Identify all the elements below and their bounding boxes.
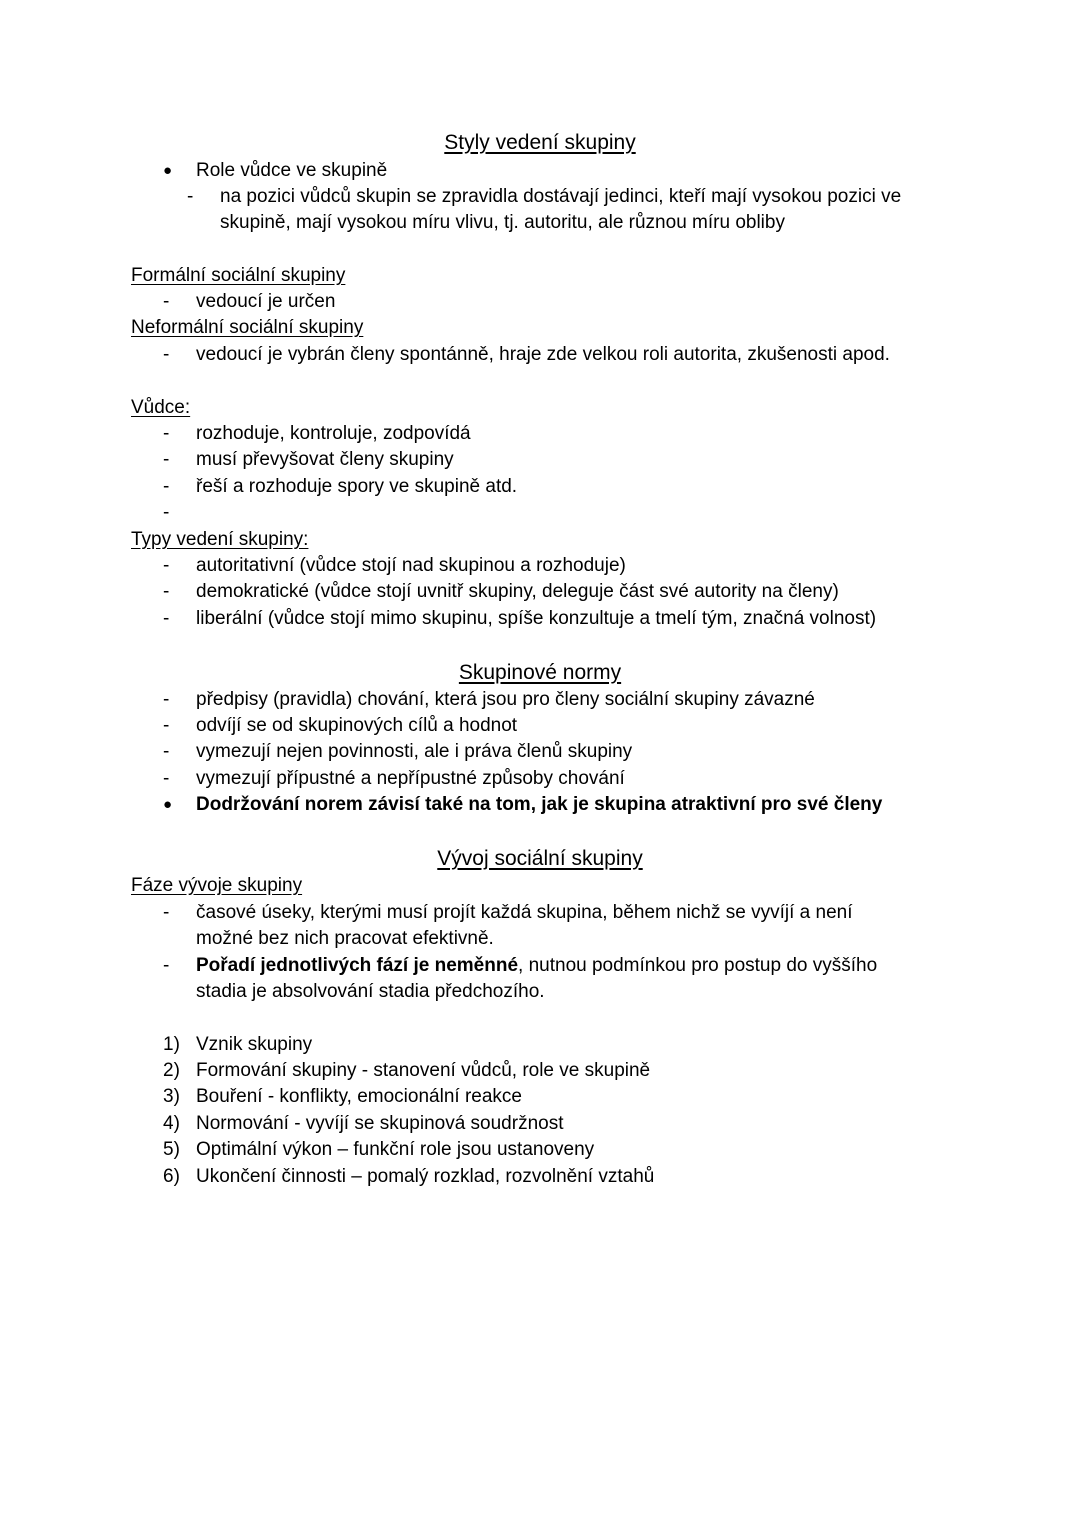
list-item-text: Role vůdce ve skupině — [196, 160, 388, 181]
dash-icon: - — [163, 768, 170, 789]
phase-text: Ukončení činnosti – pomalý rozklad, rozvolnění vztahů — [196, 1166, 655, 1187]
heading-leadership-types: Typy vedení skupiny: — [131, 529, 309, 550]
list-item-text: demokratické (vůdce stojí uvnitř skupiny, deleguje část své autority na členy) — [196, 581, 839, 602]
dash-icon: - — [163, 423, 170, 444]
dash-icon: - — [163, 608, 170, 629]
phase-number: 6) — [163, 1166, 180, 1187]
list-item-text: řeší a rozhoduje spory ve skupině atd. — [196, 476, 518, 497]
dash-icon: - — [163, 555, 170, 576]
phase-text: Optimální výkon – funkční role jsou ustanoveny — [196, 1139, 595, 1160]
dash-icon: - — [163, 581, 170, 602]
bullet-icon: ● — [163, 796, 173, 813]
dash-icon: - — [163, 476, 170, 497]
list-item-continuation: možné bez nich pracovat efektivně. — [196, 928, 494, 949]
list-item-text: časové úseky, kterými musí projít každá skupina, během nichž se vyvíjí a není — [196, 902, 853, 923]
dash-icon: - — [163, 502, 170, 523]
list-item-text: musí převyšovat členy skupiny — [196, 449, 454, 470]
phase-number: 2) — [163, 1060, 180, 1081]
phase-text: Bouření - konflikty, emocionální reakce — [196, 1086, 522, 1107]
phase-text: Formování skupiny - stanovení vůdců, role ve skupině — [196, 1060, 651, 1081]
dash-icon: - — [163, 449, 170, 470]
list-item-text: odvíjí se od skupinových cílů a hodnot — [196, 715, 518, 736]
dash-icon: - — [163, 689, 170, 710]
phase-number: 4) — [163, 1113, 180, 1134]
phase-number: 1) — [163, 1034, 180, 1055]
list-item-text: liberální (vůdce stojí mimo skupinu, spíše konzultuje a tmelí tým, značná volnost) — [196, 608, 877, 629]
section-title-group-norms: Skupinové normy — [458, 661, 622, 684]
list-item-continuation: stadia je absolvování stadia předchozího. — [196, 981, 545, 1002]
list-item-continuation: skupině, mají vysokou míru vlivu, tj. autoritu, ale různou míru obliby — [220, 212, 785, 233]
list-item-text: Dodržování norem závisí také na tom, jak je skupina atraktivní pro své členy — [196, 794, 883, 815]
heading-informal-groups: Neformální sociální skupiny — [131, 317, 364, 338]
heading-development-phases: Fáze vývoje skupiny — [131, 875, 303, 896]
list-item-text: vymezují nejen povinnosti, ale i práva členů skupiny — [196, 741, 633, 762]
list-item-text: vymezují přípustné a nepřípustné způsoby chování — [196, 768, 625, 789]
list-item-text: vedoucí je určen — [196, 291, 336, 312]
heading-leader: Vůdce: — [131, 397, 191, 418]
list-item-text: na pozici vůdců skupin se zpravidla dostávají jedinci, kteří mají vysokou pozici ve — [220, 186, 902, 207]
dash-icon: - — [187, 186, 194, 207]
phase-number: 5) — [163, 1139, 180, 1160]
emphasis-text: Pořadí jednotlivých fází je neměnné — [196, 955, 519, 976]
list-item-text: předpisy (pravidla) chování, která jsou pro členy sociální skupiny závazné — [196, 689, 815, 710]
list-item-text: autoritativní (vůdce stojí nad skupinou a rozhoduje) — [196, 555, 626, 576]
dash-icon: - — [163, 291, 170, 312]
dash-icon: - — [163, 902, 170, 923]
list-item-text: rozhoduje, kontroluje, zodpovídá — [196, 423, 471, 444]
dash-icon: - — [163, 955, 170, 976]
dash-icon: - — [163, 344, 170, 365]
phase-text: Normování - vyvíjí se skupinová soudržnost — [196, 1113, 564, 1134]
heading-formal-groups: Formální sociální skupiny — [131, 265, 346, 286]
dash-icon: - — [163, 741, 170, 762]
list-item-text-rest: , nutnou podmínkou pro postup do vyššího — [518, 955, 878, 976]
list-item-text — [196, 953, 877, 979]
phase-number: 3) — [163, 1086, 180, 1107]
phase-text: Vznik skupiny — [196, 1034, 313, 1055]
section-title-leadership-styles: Styly vedení skupiny — [444, 131, 636, 154]
bullet-icon: ● — [163, 162, 173, 179]
list-item-text: vedoucí je vybrán členy spontánně, hraje zde velkou roli autorita, zkušenosti apod. — [196, 344, 890, 365]
dash-icon: - — [163, 715, 170, 736]
section-title-group-development: Vývoj sociální skupiny — [437, 847, 643, 870]
